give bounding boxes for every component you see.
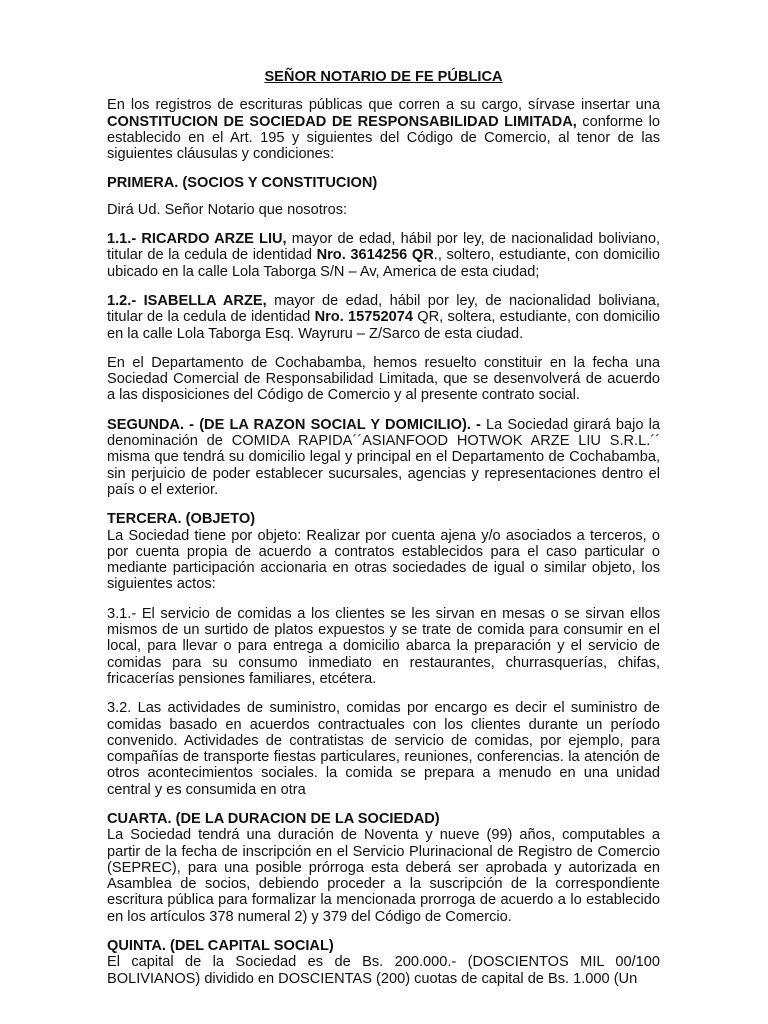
clause-cuarta-heading: CUARTA. (DE LA DURACION DE LA SOCIEDAD) (107, 810, 440, 827)
intro-paragraph (107, 97, 660, 162)
partner-1-id: Nro. 3614256 QR (316, 247, 434, 264)
partner-2-text: mayor de edad, hábil por ley, de nacionalidad boliviana, titular de la cedula de identidad (107, 292, 660, 326)
intro-text-b: CONSTITUCION DE SOCIEDAD DE RESPONSABILIDAD LIMITADA, (107, 113, 577, 130)
intro-text-c: conforme lo establecido en el Art. 195 y siguientes del Código de Comercio, al tenor de las siguientes cláusulas y condiciones: (107, 113, 660, 163)
clause-quinta-heading: QUINTA. (DEL CAPITAL SOCIAL) (107, 938, 334, 955)
partner-2-paragraph (107, 293, 660, 342)
clause-tercera-item-3-1: 3.1.- El servicio de comidas a los clientes se les sirvan en mesas o se sirvan ellos mismos de un surtido de platos expuestos y se trate de comida para consumir en el local, para llevar o para entrega a domicilio abarca la preparación y el servicio de comidas para su consumo inmediato en restaurantes, churrasquerías, chifas, fricacerías pensiones familiares, etcétera. (107, 605, 660, 687)
clause-quinta-text: El capital de la Sociedad es de Bs. 200.000.- (DOSCIENTOS MIL 00/100 BOLIVIANOS) dividido en DOSCIENTAS (200) cuotas de capital de Bs. 1.000 (Un (107, 954, 660, 987)
clause-tercera-item-3-2: 3.2. Las actividades de suministro, comidas por encargo es decir el suministro de comidas basado en acuerdos contractuales con los clientes durante un período convenido. Actividades de contratistas de servicio de comidas, por ejemplo, para compañías de transporte fiestas particulares, reuniones, conferencias. la atención de otros acontecimientos sociales. la comida se prepara a menudo en una unidad central y es consumida en otra (107, 700, 660, 798)
clause-primera-lead: Dirá Ud. Señor Notario que nosotros: (107, 201, 348, 218)
clause-primera-closing: En el Departamento de Cochabamba, hemos resuelto constituir en la fecha una Sociedad Comercial de Responsabilidad Limitada, que se desenvolverá de acuerdo a las disposiciones del Código de Comercio y al presente contrato social. (107, 354, 660, 404)
clause-tercera-text: La Sociedad tiene por objeto: Realizar por cuenta ajena y/o asociados a terceros, o por cuenta propia de acuerdo a contratos establecidos para el caso particular o mediante participación accionaria en otras sociedades de igual o similar objeto, los siguientes actos: (107, 527, 660, 593)
clause-primera-heading: PRIMERA. (SOCIOS Y CONSTITUCION) (107, 175, 378, 192)
partner-2-id: Nro. 15752074 (314, 309, 413, 326)
clause-tercera-heading: TERCERA. (OBJETO) (107, 511, 256, 528)
partner-1-paragraph (107, 231, 660, 280)
partner-1-text-end: ., soltero, estudiante, con domicilio ubicado en la calle Lola Taborga S/N – Av, America de esta ciudad; (107, 247, 660, 280)
intro-text-a: En los registros de escrituras públicas que corren a su cargo, sírvase insertar una (107, 97, 660, 114)
clause-segunda-heading: SEGUNDA. - (DE LA RAZON SOCIAL Y DOMICILIO). - (107, 416, 481, 433)
partner-2-name: 1.2.- ISABELLA ARZE, (107, 292, 267, 309)
document-body (107, 69, 660, 987)
partner-1-text: mayor de edad, hábil por ley, de nacionalidad boliviano, titular de la cedula de identidad (107, 231, 660, 264)
clause-cuarta-text: La Sociedad tendrá una duración de Noventa y nueve (99) años, computables a partir de la fecha de inscripción en el Servicio Plurinacional de Registro de Comercio (SEPREC), para una posible prórroga esta deberá ser aprobada y autorizada en Asamblea de socios, debiendo proceder a la suscripción de la correspondiente escritura pública para formalizar la mencionada prorroga de acuerdo a lo establecido en los artículos 378 numeral 2) y 379 del Código de Comercio. (107, 827, 660, 925)
partner-1-name: 1.1.- RICARDO ARZE LIU, (107, 231, 287, 248)
partner-2-text-end: QR, soltera, estudiante, con domicilio en la calle Lola Taborga Esq. Wayruru – Z/Sarco de esta ciudad. (107, 309, 660, 342)
clause-segunda-text: La Sociedad girará bajo la denominación de COMIDA RAPIDA´´ASIANFOOD HOTWOK ARZE LIU S.R.L.´´ misma que tendrá su domicilio legal y principal en el Departamento de Cochabamba, sin perjuicio de poder establecer sucursales, agencias y representaciones dentro el país o el exterior. (107, 416, 660, 498)
clause-segunda-paragraph (107, 417, 660, 498)
document-title: SEÑOR NOTARIO DE FE PÚBLICA (264, 69, 503, 85)
